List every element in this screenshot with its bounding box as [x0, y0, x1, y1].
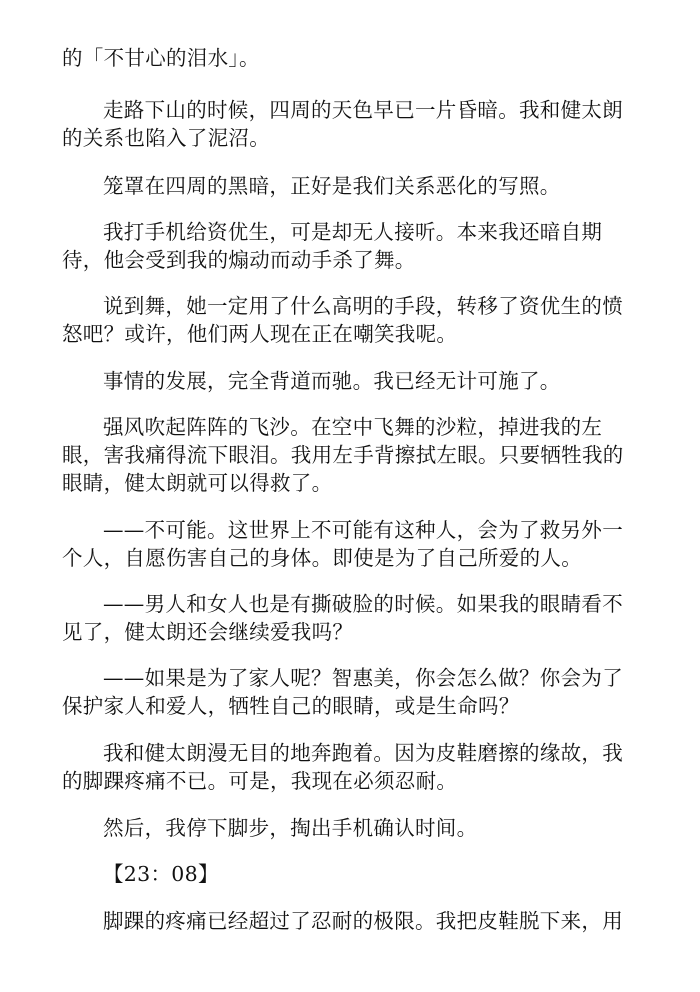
- text-line: 的「不甘心的泪水」。: [62, 46, 260, 70]
- timestamp-line: 【23：08】: [103, 862, 219, 886]
- paragraph-8: [62, 516, 642, 572]
- text-line: 然后，我停下脚步，掏出手机确认时间。: [103, 816, 478, 840]
- paragraph-2: [62, 96, 642, 152]
- paragraph-14: [62, 907, 642, 935]
- paragraph-9: [62, 590, 642, 646]
- text-line: ——不可能。这世界上不可能有这种人，会为了救另外一: [103, 518, 623, 542]
- text-line: 笼罩在四周的黑暗，正好是我们关系恶化的写照。: [103, 174, 561, 198]
- paragraph-5: [62, 292, 642, 348]
- text-line: 眼睛，健太朗就可以得救了。: [62, 471, 333, 495]
- text-line: 走路下山的时候，四周的天色早已一片昏暗。我和健太朗: [103, 98, 623, 122]
- paragraph-13: [62, 860, 642, 888]
- text-line: 的关系也陷入了泥沼。: [62, 126, 270, 150]
- text-line: 怒吧？或许，他们两人现在正在嘲笑我呢。: [62, 322, 458, 346]
- paragraph-1: [62, 44, 642, 72]
- paragraph-10: [62, 664, 642, 720]
- paragraph-6: [62, 367, 642, 395]
- text-line: 保护家人和爱人，牺牲自己的眼睛，或是生命吗？: [62, 694, 520, 718]
- text-line: 个人，自愿伤害自己的身体。即使是为了自己所爱的人。: [62, 546, 582, 570]
- text-line: ——男人和女人也是有撕破脸的时候。如果我的眼睛看不: [103, 592, 623, 616]
- paragraph-11: [62, 739, 642, 795]
- paragraph-12: [62, 814, 642, 842]
- text-line: 待，他会受到我的煽动而动手杀了舞。: [62, 248, 416, 272]
- text-line: 见了，健太朗还会继续爱我吗？: [62, 620, 354, 644]
- paragraph-7: [62, 413, 642, 497]
- text-line: 眼，害我痛得流下眼泪。我用左手背擦拭左眼。只要牺牲我的: [62, 443, 624, 467]
- paragraph-4: [62, 218, 642, 274]
- text-line: 我打手机给资优生，可是却无人接听。本来我还暗自期: [103, 220, 603, 244]
- text-line: 强风吹起阵阵的飞沙。在空中飞舞的沙粒，掉进我的左: [103, 415, 603, 439]
- paragraph-3: [62, 172, 642, 200]
- text-line: 脚踝的疼痛已经超过了忍耐的极限。我把皮鞋脱下来，用: [103, 909, 623, 933]
- text-line: 说到舞，她一定用了什么高明的手段，转移了资优生的愤: [103, 294, 623, 318]
- text-line: 我和健太朗漫无目的地奔跑着。因为皮鞋磨擦的缘故，我: [103, 741, 623, 765]
- text-line: 事情的发展，完全背道而驰。我已经无计可施了。: [103, 369, 561, 393]
- text-line: ——如果是为了家人呢？智惠美，你会怎么做？你会为了: [103, 666, 623, 690]
- text-line: 的脚踝疼痛不已。可是，我现在必须忍耐。: [62, 769, 458, 793]
